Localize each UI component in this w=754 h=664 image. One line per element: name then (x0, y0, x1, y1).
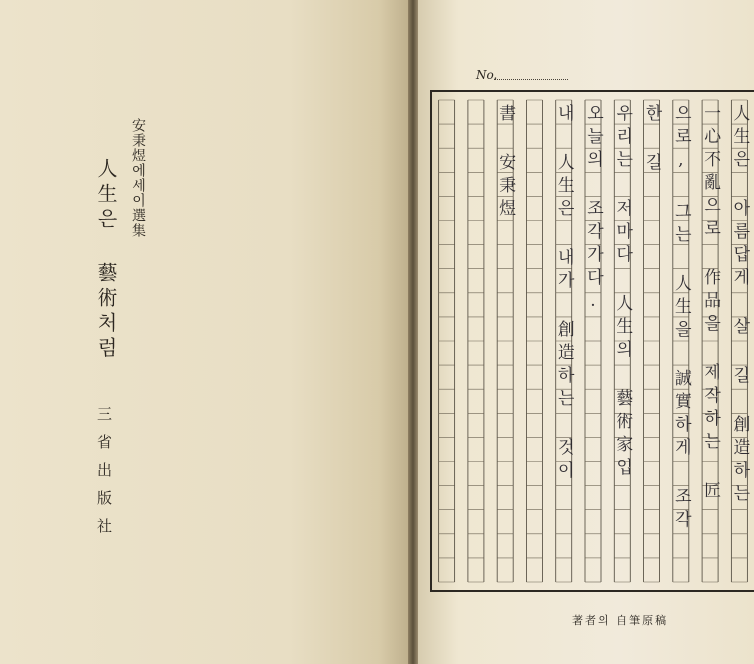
publisher-name: 三省出版社 (95, 406, 113, 546)
book-gutter (408, 0, 418, 664)
manuscript-grid (430, 90, 754, 592)
manuscript-column-text: 오늘의 조각가다. (583, 104, 603, 317)
series-title: 安秉煜에세이選集 (130, 118, 146, 238)
manuscript-number-label: No. (476, 68, 498, 82)
manuscript-column-text: 書 安秉煜 (495, 104, 516, 222)
manuscript-column-text: 우리는 저마다 人生의 藝術家입 (612, 104, 633, 481)
manuscript-column-text: 人生은 아름답게 살 길 創造하는 (729, 104, 750, 507)
manuscript-column-text: 으로, 그는 人生을 誠實하게 조각 (670, 104, 691, 533)
manuscript-column-text: 한 길 (641, 104, 662, 176)
manuscript-column-text: 내 人生은 내가 創造하는 것이 (553, 104, 574, 484)
manuscript-number-line (494, 79, 568, 80)
manuscript-page (418, 0, 754, 664)
photo-caption: 著者의 自筆原稿 (572, 614, 669, 627)
manuscript-column-text: 一心不亂으로 作品을 제작하는 匠 (700, 104, 721, 504)
manuscript-grid-lines (432, 92, 754, 590)
book-title: 人生은 藝術처럼 (94, 158, 118, 362)
